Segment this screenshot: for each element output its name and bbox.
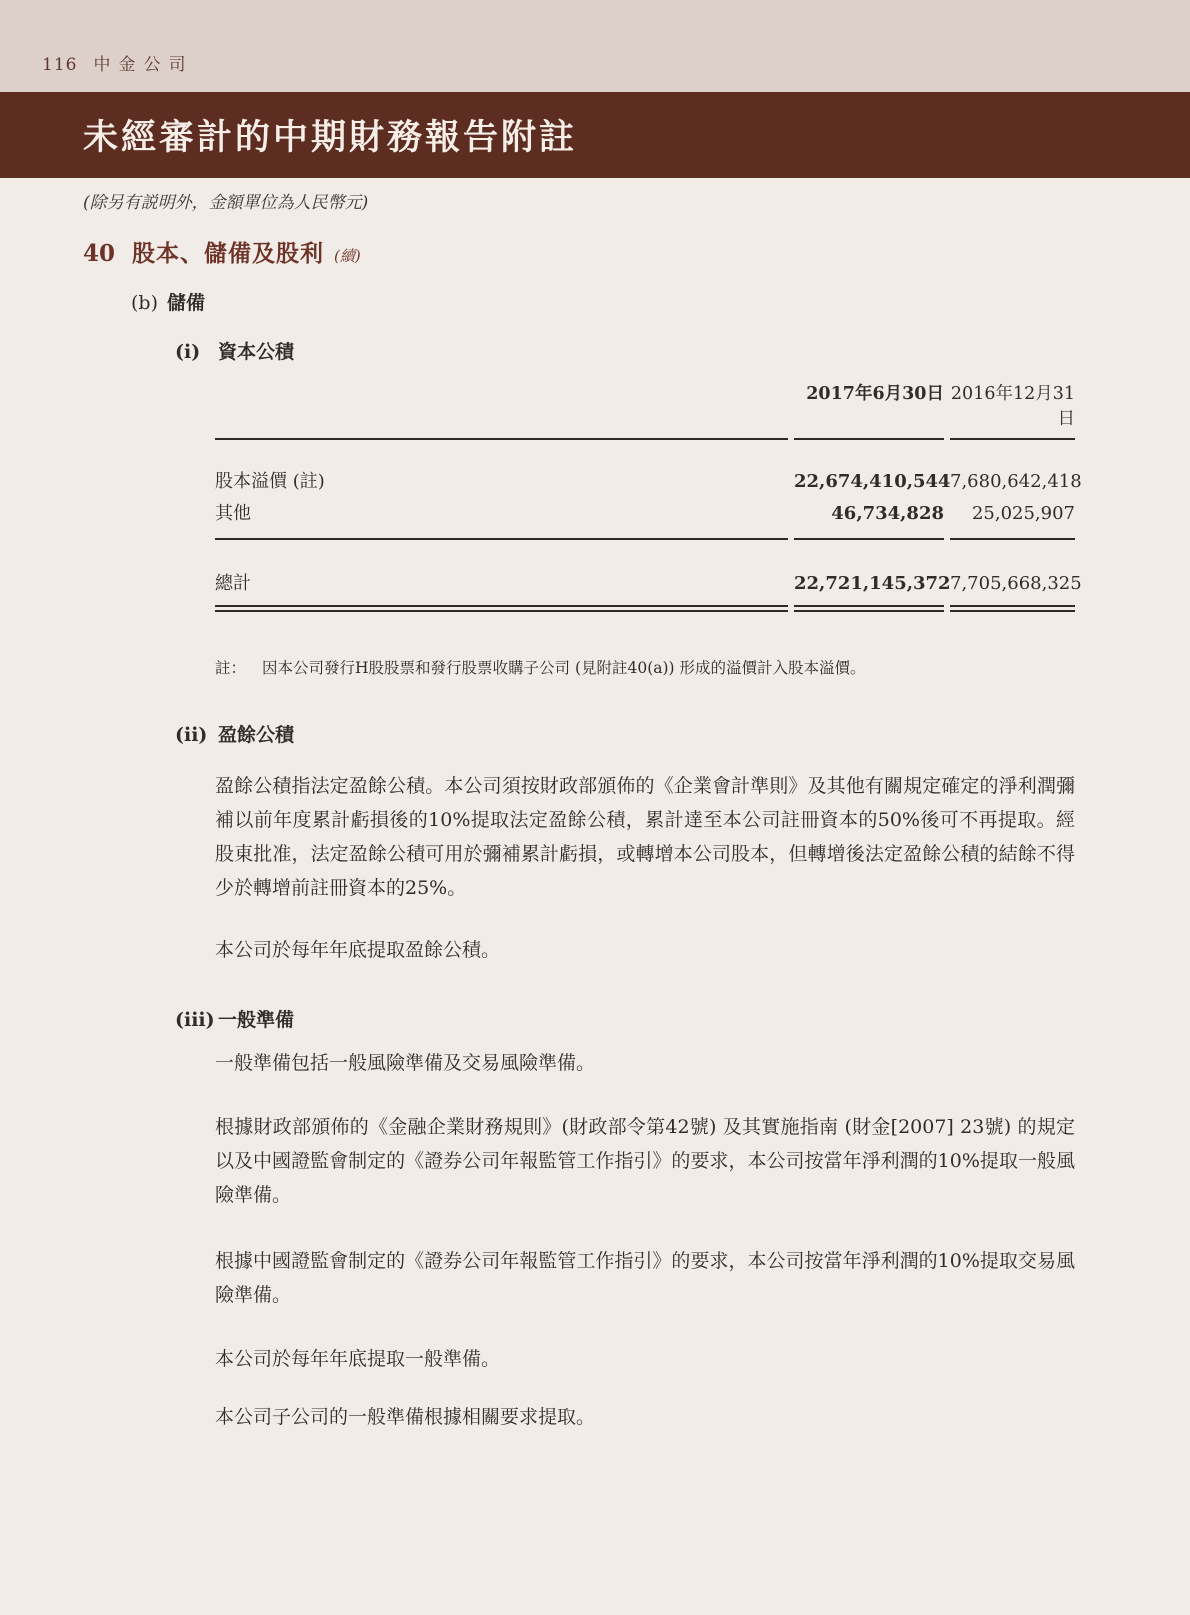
subsection-ii-label: (ii) [175,724,208,746]
title-banner [0,92,1190,178]
table-header-row [215,380,1075,438]
general-reserve-paragraph-4: 本公司於每年年底提取一般準備。 [215,1348,501,1370]
total-value-2017: 22,721,145,372 [794,573,951,594]
general-reserve-paragraph-1: 一般準備包括一般風險準備及交易風險準備。 [215,1052,596,1074]
subsection-i-title: 資本公積 [218,341,295,363]
section-number: 40 [83,240,116,267]
row-value-2017: 22,674,410,544 [794,471,951,492]
surplus-reserve-paragraph-1: 盈餘公積指法定盈餘公積。本公司須按財政部頒佈的《企業會計準則》及其他有關規定確定的淨利潤彌補以前年度累計虧損後的10%提取法定盈餘公積，累計達至本公司註冊資本的50%後可不再提取。經股東批准，法定盈餘公積可用於彌補累計虧損，或轉增本公司股本，但轉增後法定盈餘公積的結餘不得少於轉增前註冊資本的25%。 [215,775,1075,899]
subsection-b-heading [131,288,1190,315]
general-reserve-paragraph-2: 根據財政部頒佈的《金融企業財務規則》(財政部令第42號) 及其實施指南 (財金[2007] 23號) 的規定以及中國證監會制定的《證券公司年報監管工作指引》的要求，本公司按當年淨利潤的10%提取一般風險準備。 [215,1116,1075,1206]
subsection-i-heading [175,337,1190,364]
footnote-label: 註： [215,659,247,677]
row-label: 其他 [215,503,251,524]
row-label: 股本溢價 (註) [215,471,325,492]
running-header [0,0,1190,92]
table-footnote [215,656,1075,680]
subsection-b-title: 儲備 [167,292,206,314]
subsection-iii-title: 一般準備 [218,1009,295,1031]
subsection-b-label: (b) [131,292,158,314]
page-number: 116 [42,55,78,75]
total-value-2016: 7,705,668,325 [950,573,1082,594]
table-rule-top [215,438,1075,440]
row-value-2016: 25,025,907 [971,503,1075,524]
section-40-heading [83,235,1190,268]
row-value-2017: 46,734,828 [831,503,944,524]
footnote-text: 因本公司發行H股股票和發行股票收購子公司 (見附註40(a)) 形成的溢價計入股本溢價。 [262,659,866,677]
table-rule-bottom-double [215,605,1075,612]
total-label: 總計 [215,573,251,594]
table-row [215,466,1082,498]
surplus-reserve-paragraph-2: 本公司於每年年底提取盈餘公積。 [215,939,501,961]
subsection-ii-heading [175,720,1190,747]
column-header-2016: 2016年12月31日 [950,384,1075,429]
subsection-iii-heading [175,1005,1190,1032]
subsection-i-label: (i) [175,341,201,363]
section-continued-marker: (續) [334,247,361,265]
subsection-ii-title: 盈餘公積 [218,724,295,746]
row-value-2016: 7,680,642,418 [950,471,1082,492]
table-row [215,498,1075,530]
table-total-row [215,568,1082,600]
general-reserve-paragraph-3: 根據中國證監會制定的《證券公司年報監管工作指引》的要求，本公司按當年淨利潤的10%提取交易風險準備。 [215,1250,1075,1306]
column-header-2017: 2017年6月30日 [806,384,944,404]
currency-note: (除另有説明外，金額單位為人民幣元) [83,193,369,213]
document-title: 未經審計的中期財務報告附註 [83,117,578,158]
subsection-iii-label: (iii) [175,1009,215,1031]
capital-reserve-table [215,380,1082,612]
company-name: 中金公司 [93,55,194,75]
general-reserve-paragraph-5: 本公司子公司的一般準備根據相關要求提取。 [215,1406,596,1428]
section-title: 股本、儲備及股利 [132,240,325,267]
table-rule-mid [215,538,1075,540]
